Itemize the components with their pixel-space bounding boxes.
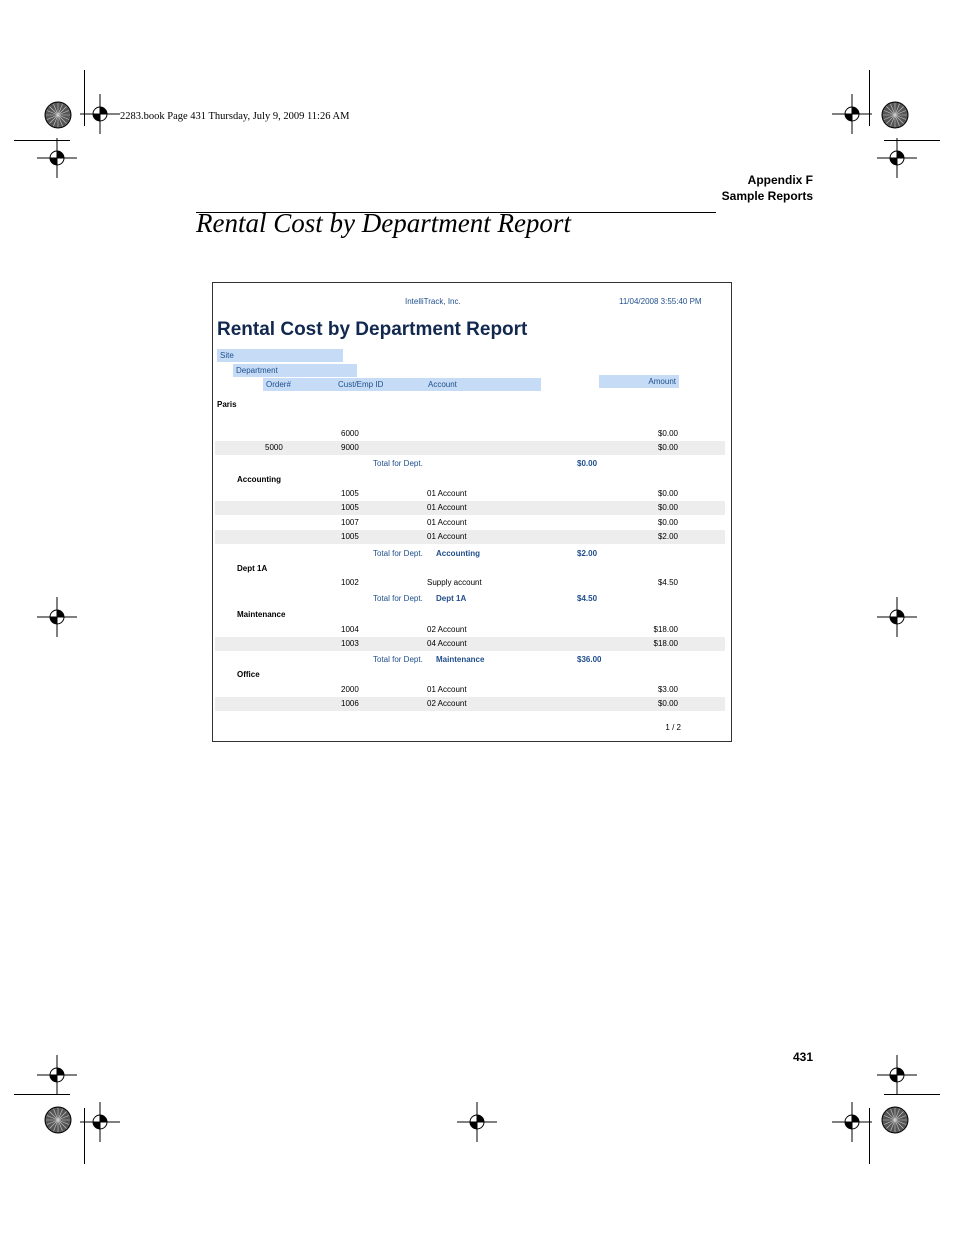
header-amount: Amount (599, 375, 679, 388)
running-head (722, 172, 813, 204)
header-site: Site (217, 349, 343, 362)
section-title: Rental Cost by Department Report (196, 208, 571, 238)
table-row: 1004 02 Account $18.00 (341, 625, 678, 634)
report-screenshot (212, 282, 732, 742)
table-row: 1002 Supply account $4.50 (341, 578, 678, 587)
table-row: 1003 04 Account $18.00 (215, 637, 725, 651)
site-name: Paris (217, 400, 237, 409)
table-row: 1005 01 Account $2.00 (215, 530, 725, 544)
table-row: 1005 01 Account $0.00 (215, 501, 725, 515)
report-company: IntelliTrack, Inc. (405, 297, 461, 306)
header-order: Order# (263, 378, 335, 391)
report-timestamp: 11/04/2008 3:55:40 PM (619, 297, 702, 306)
report-title: Rental Cost by Department Report (217, 319, 528, 340)
dept-accounting: Accounting (237, 475, 281, 484)
table-row: 1006 02 Account $0.00 (215, 697, 725, 711)
running-head-section: Sample Reports (721, 189, 813, 203)
header-account: Account (425, 378, 541, 391)
dept-total-row: Total for Dept. Accounting $2.00 (373, 549, 598, 558)
report-pager: 1 / 2 (665, 723, 681, 732)
table-row: 2000 01 Account $3.00 (341, 685, 678, 694)
slug-line: 2283.book Page 431 Thursday, July 9, 2009 11:26 AM (120, 111, 350, 122)
table-row: 6000 $0.00 (341, 429, 678, 438)
dept-1a: Dept 1A (237, 564, 268, 573)
dept-maintenance: Maintenance (237, 610, 286, 619)
dept-total-row: Total for Dept. Maintenance $36.00 (373, 655, 602, 664)
header-cust-emp-id: Cust/Emp ID (335, 378, 425, 391)
running-head-appendix: Appendix F (747, 173, 813, 187)
dept-office: Office (237, 670, 260, 679)
table-row: 1007 01 Account $0.00 (341, 518, 678, 527)
dept-total-row: Total for Dept. $0.00 (373, 459, 598, 468)
table-row: 5000 9000 $0.00 (215, 441, 725, 455)
page-number: 431 (792, 1050, 813, 1064)
table-row: 1005 01 Account $0.00 (341, 489, 678, 498)
header-department: Department (233, 364, 357, 377)
dept-total-row: Total for Dept. Dept 1A $4.50 (373, 594, 598, 603)
